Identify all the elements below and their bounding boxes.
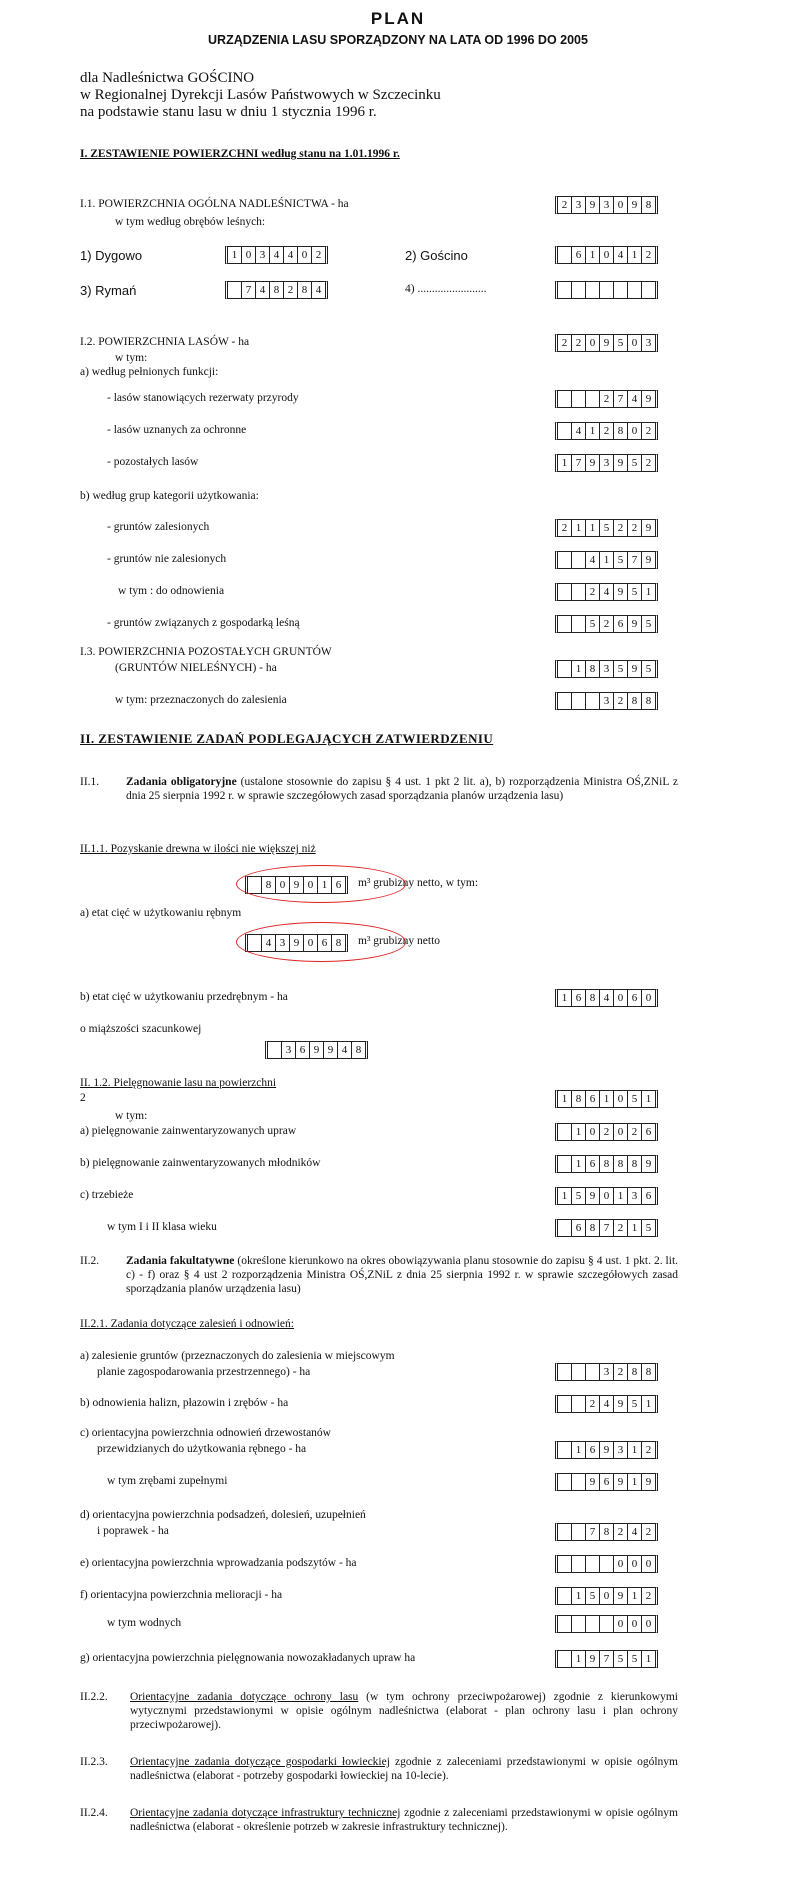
obreb-1-label: 1) Dygowo <box>80 248 143 263</box>
i13-sub-value: 3 2 8 8 <box>555 692 658 710</box>
etat-przed-value: 1 6 8 4 0 6 0 <box>555 989 658 1007</box>
i13-label-2: (GRUNTÓW NIELEŚNYCH) - ha <box>115 662 277 674</box>
f1-label-2: planie zagospodarowania przestrzennego) - ha <box>97 1366 311 1378</box>
f3-label-2: przewidzianych do użytkowania rębnego - ha <box>97 1443 307 1455</box>
a3-value: 1 7 9 3 9 5 2 <box>555 454 658 472</box>
ii24-text: zgodnie z zaleceniami przedstawionymi w opisie ogólnym nadleśnictwa (elaborat - określenie potrzeb w zakresie infrastruktury technicznej). <box>130 1807 679 1833</box>
obreb-2-value: 6 1 0 4 1 2 <box>555 246 658 264</box>
etat-przed-label: b) etat cięć w użytkowaniu przedrębnym - ha <box>80 991 288 1003</box>
header-line-3: na podstawie stanu lasu w dniu 1 stycznia 1996 r. <box>80 104 377 120</box>
section-2-heading: II. ZESTAWIENIE ZADAŃ PODLEGAJĄCYCH ZATWIERDZENIU <box>80 731 494 746</box>
a2-value: 4 1 2 8 0 2 <box>555 422 658 440</box>
ii24-paragraph <box>130 1806 678 1834</box>
ii24-underlined: Orientacyjne zadania dotyczące infrastruktury technicznej <box>130 1807 401 1819</box>
header-line-2: w Regionalnej Dyrekcji Lasów Państwowych w Szczecinku <box>80 87 441 103</box>
p2-label: b) pielęgnowanie zainwentaryzowanych młodników <box>80 1157 321 1169</box>
f6b-value: 0 0 0 <box>555 1615 658 1633</box>
obreb-3-label: 3) Rymań <box>80 283 137 298</box>
ii1-text: (ustalone stosownie do zapisu § 4 ust. 1 pkt 2 lit. a), b) rozporządzenia Ministra OŚ,ZNiL z dnia 25 sierpnia 1992 r. w sprawie szczegółowych zasad sporządzania planów urządzenia lasu) <box>126 776 679 802</box>
i13-sub-label: w tym: przeznaczonych do zalesienia <box>115 694 287 706</box>
ii23-paragraph <box>130 1755 678 1783</box>
i12-label: I.2. POWIERZCHNIA LASÓW - ha <box>80 336 250 348</box>
f5-label: e) orientacyjna powierzchnia wprowadzania podszytów - ha <box>80 1557 357 1569</box>
p4-value: 6 8 7 2 1 5 <box>555 1219 658 1237</box>
f3c-label: w tym zrębami zupełnymi <box>107 1475 228 1487</box>
i11-value: 2 3 9 3 0 9 8 <box>555 196 658 214</box>
f4-value: 7 8 2 4 2 <box>555 1523 658 1541</box>
f7-value: 1 9 7 5 5 1 <box>555 1650 658 1668</box>
a-heading: a) według pełnionych funkcji: <box>80 366 219 378</box>
ii2-text: (określone kierunkowo na okres obowiązywania planu stosownie do zapisu § 4 ust. 1 pkt. 2. lit. c) - f) oraz § 4 ust 2 rozporządzenia Ministra OŚ,ZNiL z dnia 25 sierpnia 1992 r. w sprawie szczegółowych zasad sporządzania planów urządzenia lasu) <box>126 1255 679 1295</box>
obreb-3-value: 7 4 8 2 8 4 <box>225 281 328 299</box>
p3-label: c) trzebieże <box>80 1189 134 1201</box>
ii1-num: II.1. <box>80 776 100 788</box>
obreb-1-value: 1 0 3 4 4 0 2 <box>225 246 328 264</box>
f1-label-1: a) zalesienie gruntów (przeznaczonych do zalesienia w miejscowym <box>80 1350 395 1362</box>
ii2-paragraph <box>126 1254 678 1296</box>
p1-value: 1 0 2 0 2 6 <box>555 1123 658 1141</box>
f2-label: b) odnowienia halizn, płazowin i zrębów - ha <box>80 1397 289 1409</box>
a3-label: - pozostałych lasów <box>107 456 199 468</box>
ii23-text: zgodnie z zaleceniami przedstawionymi w opisie ogólnym nadleśnictwa (elaborat - potrzeby gospodarki łowieckiej na 10-lecie). <box>130 1756 678 1782</box>
section-1-heading: I. ZESTAWIENIE POWIERZCHNI według stanu na 1.01.1996 r. <box>80 148 400 160</box>
f7-label: g) orientacyjna powierzchnia pielęgnowania nowozakładanych upraw ha <box>80 1652 416 1664</box>
ii1-paragraph <box>126 775 678 803</box>
ii23-num: II.2.3. <box>80 1756 108 1768</box>
b3-value: 2 4 9 5 1 <box>555 583 658 601</box>
f4-label-2: i poprawek - ha <box>97 1525 169 1537</box>
i11-sub: w tym według obrębów leśnych: <box>115 216 266 228</box>
b1-label: - gruntów zalesionych <box>107 521 210 533</box>
obreb-2-label: 2) Gościno <box>405 248 468 263</box>
obreb-4-value <box>555 281 658 299</box>
b4-label: - gruntów związanych z gospodarką leśną <box>107 617 300 629</box>
ii12-label: II. 1.2. Pielęgnowanie lasu na powierzchni <box>80 1077 277 1089</box>
b4-value: 5 2 6 9 5 <box>555 615 658 633</box>
ii11-value: 8 0 9 0 1 6 <box>245 876 348 894</box>
highlight-ellipse-1 <box>236 865 406 903</box>
ii2-num: II.2. <box>80 1255 100 1267</box>
ii22-text: (w tym ochrony przeciwpożarowej) zgodnie z kierunkowymi wytycznymi przedstawionymi w opisie ogólnym nadleśnictwa (elaborat - plan ochrony lasu i plan ochrony przeciwpożarowej). <box>130 1691 678 1731</box>
b1-value: 2 1 1 5 2 2 9 <box>555 519 658 537</box>
etat-rebny-value: 4 3 9 0 6 8 <box>245 934 348 952</box>
etat-rebny-label: a) etat cięć w użytkowaniu rębnym <box>80 907 242 919</box>
ii11-label: II.1.1. Pozyskanie drewna w ilości nie większej niż <box>80 843 316 855</box>
a2-label: - lasów uznanych za ochronne <box>107 424 247 436</box>
f6b-label: w tym wodnych <box>107 1617 182 1629</box>
b2-value: 4 1 5 7 9 <box>555 551 658 569</box>
ii12-value: 1 8 6 1 0 5 1 <box>555 1090 658 1108</box>
f3-label-1: c) orientacyjna powierzchnia odnowień drzewostanów <box>80 1427 331 1439</box>
ii11-unit: m³ grubizny netto, w tym: <box>358 877 479 889</box>
highlight-ellipse-2 <box>236 922 406 962</box>
b2-label: - gruntów nie zalesionych <box>107 553 227 565</box>
f2-value: 2 4 9 5 1 <box>555 1395 658 1413</box>
ii1-bold: Zadania obligatoryjne <box>126 776 237 788</box>
miazszosc-value: 3 6 9 9 4 8 <box>265 1041 368 1059</box>
f3c-value: 9 6 9 1 9 <box>555 1473 658 1491</box>
i13-value: 1 8 3 5 9 5 <box>555 660 658 678</box>
obreb-4-label: 4) ........................ <box>405 283 487 295</box>
p1-label: a) pielęgnowanie zainwentaryzowanych upraw <box>80 1125 297 1137</box>
p-w-tym: w tym: <box>115 1110 148 1122</box>
p2-value: 1 6 8 8 8 9 <box>555 1155 658 1173</box>
ii24-num: II.2.4. <box>80 1807 108 1819</box>
etat-rebny-unit: m³ grubizny netto <box>358 935 441 947</box>
i12-value: 2 2 0 9 5 0 3 <box>555 334 658 352</box>
a1-value: 2 7 4 9 <box>555 390 658 408</box>
p4-label: w tym I i II klasa wieku <box>107 1221 217 1233</box>
ii2-bold: Zadania fakultatywne <box>126 1255 235 1267</box>
miazszosc-label: o miąższości szacunkowej <box>80 1023 202 1035</box>
ii12-superscript: 2 <box>80 1092 86 1104</box>
f3-value: 1 6 9 3 1 2 <box>555 1441 658 1459</box>
f1-value: 3 2 8 8 <box>555 1363 658 1381</box>
f6-value: 1 5 0 9 1 2 <box>555 1587 658 1605</box>
f6-label: f) orientacyjna powierzchnia melioracji - ha <box>80 1589 283 1601</box>
b-heading: b) według grup kategorii użytkowania: <box>80 490 259 502</box>
header-line-1: dla Nadleśnictwa GOŚCINO <box>80 70 255 86</box>
doc-subtitle: URZĄDZENIA LASU SPORZĄDZONY NA LATA OD 1996 DO 2005 <box>208 33 588 47</box>
doc-title: PLAN <box>370 9 426 28</box>
i13-label-1: I.3. POWIERZCHNIA POZOSTAŁYCH GRUNTÓW <box>80 646 332 658</box>
f5-value: 0 0 0 <box>555 1555 658 1573</box>
b3-label: w tym : do odnowienia <box>118 585 225 597</box>
i11-label: I.1. POWIERZCHNIA OGÓLNA NADLEŚNICTWA - ha <box>80 198 349 210</box>
a1-label: - lasów stanowiących rezerwaty przyrody <box>107 392 299 404</box>
ii22-num: II.2.2. <box>80 1691 108 1703</box>
ii22-paragraph <box>130 1690 678 1732</box>
i12-w-tym: w tym: <box>115 352 148 364</box>
ii23-underlined: Orientacyjne zadania dotyczące gospodarki łowieckiej <box>130 1756 390 1768</box>
p3-value: 1 5 9 0 1 3 6 <box>555 1187 658 1205</box>
ii22-underlined: Orientacyjne zadania dotyczące ochrony lasu <box>130 1691 359 1703</box>
f4-label-1: d) orientacyjna powierzchnia podsadzeń, dolesień, uzupełnień <box>80 1509 366 1521</box>
ii21-label: II.2.1. Zadania dotyczące zalesień i odnowień: <box>80 1318 294 1330</box>
